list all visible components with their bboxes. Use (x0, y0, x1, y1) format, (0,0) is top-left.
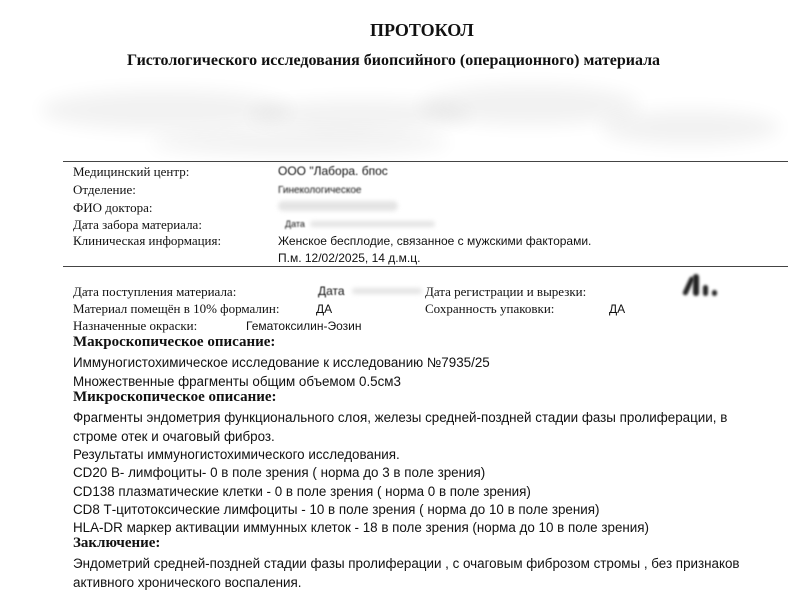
stain-value: Гематоксилин-Эозин (246, 319, 362, 333)
doctor-redacted (278, 201, 398, 211)
clinical-label: Клиническая информация: (73, 233, 222, 248)
package-value: ДА (609, 302, 626, 316)
micro-line-1: Фрагменты эндометрия функционального слоя, железы средней-поздней стадии фазы пролиферации, в (73, 410, 728, 425)
document-title: ПРОТОКОЛ (370, 20, 474, 40)
micro-line-5: CD138 плазматические клетки - 0 в поле зрения ( норма 0 в поле зрения) (73, 484, 531, 499)
department-label: Отделение: (73, 182, 136, 197)
center-label: Медицинский центр: (73, 164, 190, 179)
conclusion-heading: Заключение: (73, 535, 161, 551)
macro-line-1: Иммуногистохимическое исследование к исследованию №7935/25 (73, 355, 490, 370)
micro-heading: Микроскопическое описание: (73, 389, 277, 405)
collection-date-label: Дата забора материала: (73, 217, 202, 232)
received-date-value: Дата (318, 284, 345, 298)
document-subtitle: Гистологического исследования биопсийного (операционного) материала (127, 52, 661, 69)
micro-line-7: HLA-DR маркер активации иммунных клеток - 18 в поле зрения (норма до 10 в поле зрения) (73, 520, 649, 535)
collection-date-value: Дата (285, 219, 305, 229)
clinical-line-2: П.м. 12/02/2025, 14 д.м.ц. (278, 251, 421, 265)
divider-middle (63, 266, 788, 267)
received-date-redacted (352, 288, 422, 294)
clinical-line-1: Женское бесплодие, связанное с мужскими факторами. (278, 234, 592, 248)
department-value: Гинекологическое (278, 185, 362, 196)
macro-heading: Макроскопическое описание: (73, 334, 276, 350)
stain-label: Назначенные окраски: (73, 318, 198, 333)
doctor-label: ФИО доктора: (73, 200, 153, 215)
formalin-label: Материал помещён в 10% формалин: (73, 301, 280, 316)
conclusion-line-2: активного хронического воспаления. (73, 575, 302, 590)
micro-line-4: CD20 В- лимфоциты- 0 в поле зрения ( норма до 3 в поле зрения) (73, 465, 486, 480)
received-date-label: Дата поступления материала: (73, 284, 237, 299)
conclusion-line-1: Эндометрий средней-поздней стадии фазы пролиферации , с очаговым фиброзом стромы , без признаков (73, 556, 740, 571)
package-label: Сохранность упаковки: (425, 301, 555, 316)
divider-top (63, 161, 788, 162)
micro-line-2: строме отек и очаговый фиброз. (73, 429, 275, 444)
micro-line-3: Результаты иммуногистохимического исследования. (73, 447, 400, 462)
formalin-value: ДА (316, 302, 333, 316)
micro-line-6: CD8 Т-цитотоксические лимфоциты - 10 в поле зрения ( норма до 10 в поле зрения) (73, 502, 600, 517)
registration-date-label: Дата регистрации и вырезки: (425, 284, 587, 299)
macro-line-2: Множественные фрагменты общим объемом 0.5см3 (73, 374, 401, 389)
collection-date-redacted (310, 221, 435, 227)
center-value: ООО "Лабора. бпос (278, 164, 388, 178)
